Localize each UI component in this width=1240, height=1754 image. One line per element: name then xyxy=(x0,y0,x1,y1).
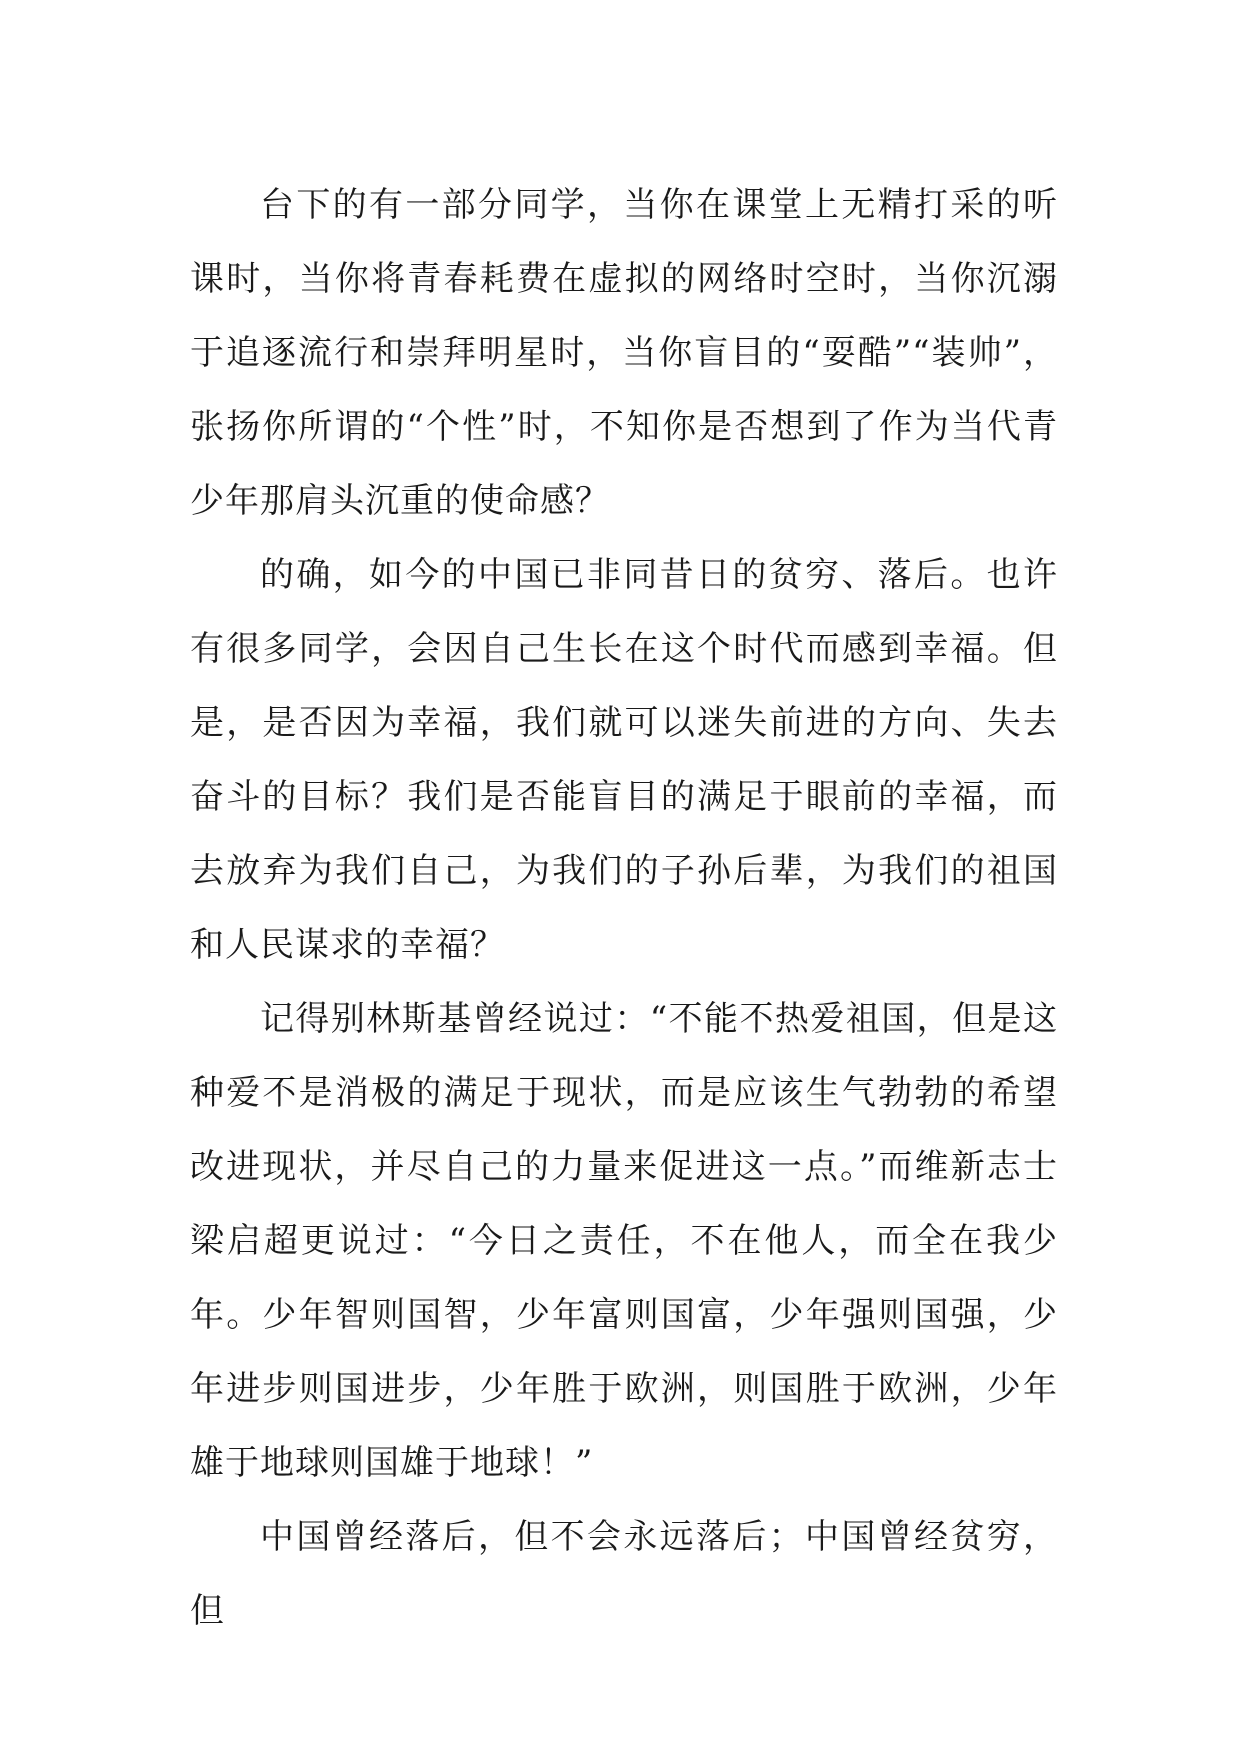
paragraph-2: 的确，如今的中国已非同昔日的贫穷、落后。也许有很多同学，会因自己生长在这个时代而感到幸福。但是，是否因为幸福，我们就可以迷失前进的方向、失去奋斗的目标？我们是否能盲目的满足于眼前的幸福，而去放弃为我们自己，为我们的子孙后辈，为我们的祖国和人民谋求的幸福？ xyxy=(190,555,1058,965)
paragraph-3: 记得别林斯基曾经说过：“不能不热爱祖国，但是这种爱不是消极的满足于现状，而是应该生气勃勃的希望改进现状，并尽自己的力量来促进这一点。”而维新志士梁启超更说过：“今日之责任，不在他人，而全在我少年。少年智则国智，少年富则国富，少年强则国强，少年进步则国进步，少年胜于欧洲，则国胜于欧洲，少年雄于地球则国雄于地球！” xyxy=(190,999,1058,1483)
document-body xyxy=(190,168,1058,1648)
paragraph-4: 中国曾经落后，但不会永远落后；中国曾经贫穷，但 xyxy=(190,1517,1058,1631)
paragraph-1: 台下的有一部分同学，当你在课堂上无精打采的听课时，当你将青春耗费在虚拟的网络时空时，当你沉溺于追逐流行和崇拜明星时，当你盲目的“耍酷”“装帅”，张扬你所谓的“个性”时，不知你是否想到了作为当代青少年那肩头沉重的使命感？ xyxy=(190,185,1058,521)
